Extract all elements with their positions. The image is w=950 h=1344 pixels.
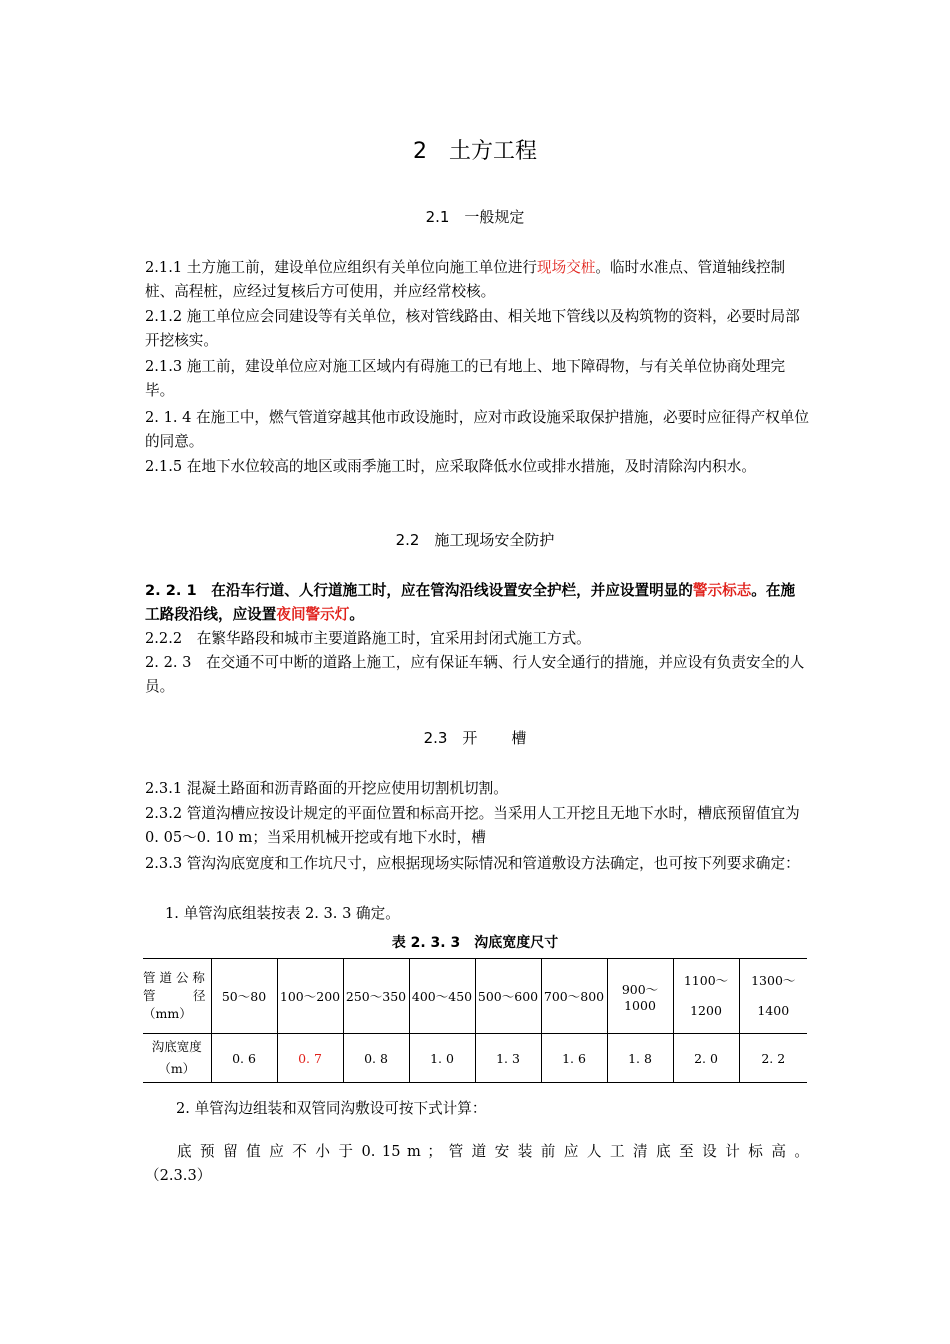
highlight-text: 现场交桩 (537, 259, 596, 276)
row-label-line: （m） (158, 1061, 196, 1076)
para-text: 。临时水准点、管道轴线控制桩、高程桩，应经过复核后方可使用，并应经常校核。 (145, 259, 786, 300)
width-cell: 0. 8 (343, 1034, 409, 1083)
para-2-3-2: 2.3.2 管道沟槽应按设计规定的平面位置和标高开挖。当采用人工开挖且无地下水时，槽底预留值宜为 0. 05～0. 10 m；当采用机械开挖或有地下水时，槽 (145, 805, 800, 846)
list-item-2: 2. 单管沟边组装和双管同沟敷设可按下式计算： (176, 1100, 487, 1117)
table-width-row (143, 1034, 807, 1083)
formula-text: 底 预 留 值 应 不 小 于 0. 15 m ； 管 道 安 装 前 应 人 工 清 底 至 设 计 标 高 。 (177, 1143, 809, 1160)
para-2-1-3: 2.1.3 施工前，建设单位应对施工区域内有碍施工的已有地上、地下障碍物，与有关单位协商处理完毕。 (145, 358, 786, 399)
title-part: 槽 (511, 729, 527, 747)
section-2-2-title: 2.2 施工现场安全防护 (395, 531, 555, 549)
diameter-line: 1200 (690, 1003, 722, 1018)
row-label-line: 沟底宽度 (151, 1039, 202, 1054)
formula-block (145, 1140, 809, 1188)
table-caption: 表 2. 3. 3 沟底宽度尺寸 (391, 935, 559, 951)
diameter-cell: 100～200 (277, 959, 343, 1034)
width-cell: 2. 2 (739, 1034, 807, 1083)
row-label-cell (143, 1034, 211, 1083)
highlight-text: 警示标志 (692, 582, 752, 599)
diameter-cell: 900～1000 (607, 959, 673, 1034)
width-cell: 1. 0 (409, 1034, 475, 1083)
para-2-3-1: 2.3.1 混凝土路面和沥青路面的开挖应使用切割机切割。 (145, 780, 508, 797)
para-text: 2. 2. 1 在沿车行道、人行道施工时，应在管沟沿线设置安全护栏，并应设置明显的 (145, 582, 693, 599)
para-2-2-2: 2.2.2 在繁华路段和城市主要道路施工时，宜采用封闭式施工方式。 (145, 630, 591, 647)
header-label-line: 管 道 公 称 (143, 970, 205, 985)
width-cell: 1. 6 (541, 1034, 607, 1083)
para-2-1-1 (145, 256, 809, 304)
diameter-cell: 50～80 (211, 959, 277, 1034)
section-2-3-title (0, 727, 950, 748)
formula-number: （2.3.3） (145, 1167, 212, 1184)
para-2-3-3: 2.3.3 管沟沟底宽度和工作坑尺寸，应根据现场实际情况和管道敷设方法确定，也可按下列要求确定： (145, 855, 800, 872)
para-2-2-3: 2. 2. 3 在交通不可中断的道路上施工，应有保证车辆、行人安全通行的措施，并应设有负责安全的人员。 (145, 654, 805, 695)
highlight-text: 夜间警示灯 (276, 606, 350, 623)
diameter-line: 1100～ (683, 973, 729, 988)
width-cell: 1. 8 (607, 1034, 673, 1083)
diameter-cell (739, 959, 807, 1034)
diameter-line: 1400 (757, 1003, 790, 1018)
section-2-1-title: 2.1 一般规定 (425, 208, 525, 226)
width-cell: 1. 3 (475, 1034, 541, 1083)
list-item-1: 1. 单管沟底组装按表 2. 3. 3 确定。 (165, 905, 400, 922)
table-header-row (143, 959, 807, 1034)
header-label-cell (143, 959, 211, 1034)
para-2-1-2: 2.1.2 施工单位应会同建设等有关单位，核对管线路由、相关地下管线以及构筑物的资料，必要时局部开挖核实。 (145, 308, 800, 349)
title-part: 2.3 开 (423, 729, 478, 747)
diameter-cell (673, 959, 739, 1034)
para-text: 2.1.1 土方施工前，建设单位应组织有关单位向施工单位进行 (145, 259, 538, 276)
chapter-title: 2 土方工程 (413, 139, 537, 164)
width-cell: 0. 6 (211, 1034, 277, 1083)
diameter-cell: 400～450 (409, 959, 475, 1034)
trench-width-table (143, 958, 807, 1083)
para-2-1-4: 2. 1. 4 在施工中，燃气管道穿越其他市政设施时，应对市政设施采取保护措施，必要时应征得产权单位的同意。 (145, 409, 809, 450)
para-text: 。在施工路段沿线，应设置 (145, 582, 796, 623)
diameter-cell: 250～350 (343, 959, 409, 1034)
para-text: 。 (349, 606, 364, 623)
header-label-line: 管 径 (143, 988, 206, 1003)
width-cell-highlight: 0. 7 (277, 1034, 343, 1083)
para-2-1-5: 2.1.5 在地下水位较高的地区或雨季施工时，应采取降低水位或排水措施，及时清除沟内积水。 (145, 458, 756, 475)
header-label-line: （mm） (143, 1006, 192, 1021)
diameter-cell: 500～600 (475, 959, 541, 1034)
width-cell: 2. 0 (673, 1034, 739, 1083)
para-2-2-1 (145, 579, 809, 627)
diameter-cell: 700～800 (541, 959, 607, 1034)
diameter-line: 1300～ (751, 973, 796, 988)
